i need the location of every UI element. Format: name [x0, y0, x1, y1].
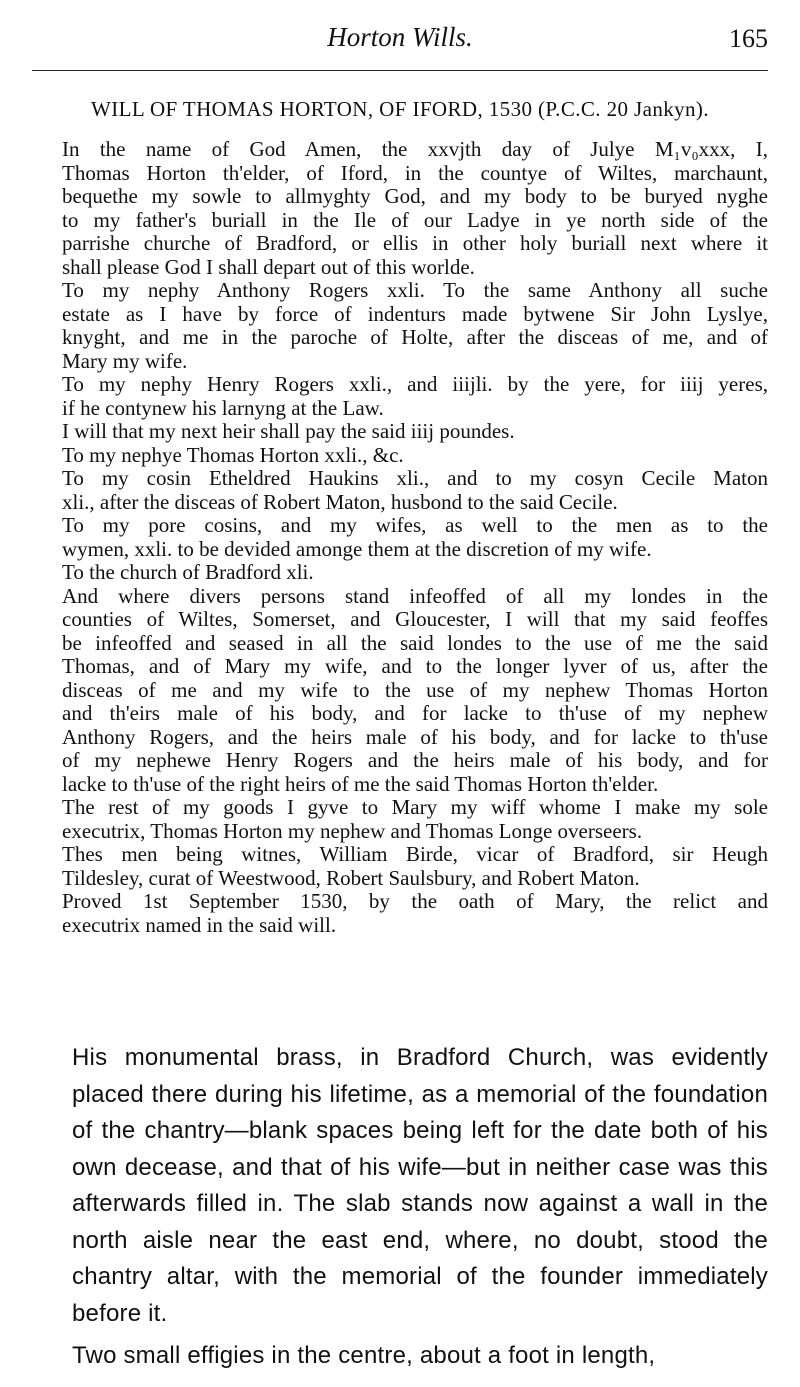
text-line: Tildesley, curat of Weestwood, Robert Saulsbury, and Robert Maton.	[62, 865, 640, 890]
text-line: To my pore cosins, and my wifes, as well to the men as to the	[62, 513, 768, 537]
text-line: of my nephewe Henry Rogers and the heirs male of his body, and for	[62, 748, 768, 772]
text-line: To my nephy Anthony Rogers xxli. To the same Anthony all suche	[62, 278, 768, 302]
will-paragraph	[18, 279, 768, 373]
text-line: placed there during his lifetime, as a memorial of the foundation	[72, 1080, 768, 1108]
text-line: Mary my wife.	[62, 348, 188, 373]
will-paragraph	[18, 843, 768, 890]
text-line: before it.	[72, 1299, 168, 1327]
text-line: Two small effigies in the centre, about a foot in length,	[72, 1342, 656, 1369]
text-line: xli., after the disceas of Robert Maton, husbond to the said Cecile.	[62, 489, 618, 514]
text-line: Proved 1st September 1530, by the oath of Mary, the relict and	[62, 889, 768, 913]
will-paragraph	[18, 467, 768, 514]
text-line: I will that my next heir shall pay the said iiij poundes.	[62, 419, 515, 443]
page-number: 165	[729, 24, 768, 53]
text-line: shall please God I shall depart out of this worlde.	[62, 254, 475, 279]
text-line: To my nephye Thomas Horton xxli., &c.	[62, 442, 404, 467]
text-line: to my father's buriall in the Ile of our Ladye in ye north side of the	[62, 207, 768, 232]
text-line: And where divers persons stand infeoffed of all my londes in the	[62, 583, 768, 608]
will-text	[18, 138, 768, 937]
text-line: To my nephy Henry Rogers xxli., and iiijli. by the yere, for iiij yeres,	[62, 372, 768, 396]
will-paragraph	[18, 585, 768, 797]
will-paragraph	[18, 796, 768, 843]
will-paragraph	[18, 514, 768, 561]
text-line: and th'eirs male of his body, and for lacke to th'use of my nephew	[62, 701, 768, 725]
text-line: Anthony Rogers, and the heirs male of his body, and for lacke to th'use	[62, 724, 768, 749]
will-paragraph	[18, 444, 768, 468]
text-line: In the name of God Amen, the xxvjth day of Julye M₁v₀xxx, I,	[62, 137, 768, 161]
text-line: executrix named in the said will.	[62, 912, 337, 937]
text-line: parrishe churche of Bradford, or ellis in other holy buriall next where it	[62, 231, 768, 255]
text-line: Thomas Horton th'elder, of Iford, in the countye of Wiltes, marchaunt,	[62, 160, 768, 185]
text-line: own decease, and that of his wife—but in neither case was this	[72, 1153, 768, 1181]
text-line: executrix, Thomas Horton my nephew and Thomas Longe overseers.	[62, 818, 643, 843]
text-line: chantry altar, with the memorial of the founder immediately	[72, 1263, 768, 1290]
page-header	[32, 18, 768, 62]
text-line: His monumental brass, in Bradford Church, was evidently	[72, 1044, 768, 1071]
running-title: Horton Wills.	[327, 22, 473, 52]
will-heading: WILL OF THOMAS HORTON, OF IFORD, 1530 (P.C.C. 20 Jankyn).	[91, 97, 709, 121]
text-line: Thes men being witnes, William Birde, vicar of Bradford, sir Heugh	[62, 842, 768, 866]
will-paragraph	[18, 561, 768, 585]
will-paragraph	[18, 420, 768, 444]
text-line: bequethe my sowle to allmyghty God, and my body to be buryed nyghe	[62, 184, 768, 208]
commentary-paragraph	[18, 1338, 768, 1375]
will-paragraph	[18, 138, 768, 279]
commentary-paragraph	[18, 1040, 768, 1332]
will-paragraph	[18, 890, 768, 937]
text-line: wymen, xxli. to be devided amonge them at the discretion of my wife.	[62, 536, 652, 561]
text-line: be infeoffed and seased in all the said londes to the use of me the said	[62, 630, 768, 655]
text-line: Thomas, and of Mary my wife, and to the longer lyver of us, after the	[62, 654, 768, 678]
text-line: estate as I have by force of indenturs made bytwene Sir John Lyslye,	[62, 301, 768, 326]
text-line: The rest of my goods I gyve to Mary my wiff whome I make my sole	[62, 795, 768, 819]
text-line: lacke to th'use of the right heirs of me the said Thomas Horton th'elder.	[62, 771, 659, 796]
will-paragraph	[18, 373, 768, 420]
text-line: afterwards filled in. The slab stands now against a wall in the	[72, 1190, 768, 1217]
commentary-text	[18, 1040, 768, 1375]
text-line: counties of Wiltes, Somerset, and Gloucester, I will that my said feoffes	[62, 607, 768, 631]
text-line: if he contynew his larnyng at the Law.	[62, 395, 384, 420]
text-line: knyght, and me in the paroche of Holte, after the disceas of me, and of	[62, 325, 768, 349]
text-line: To my cosin Etheldred Haukins xli., and to my cosyn Cecile Maton	[62, 466, 768, 490]
text-line: To the church of Bradford xli.	[62, 560, 314, 584]
text-line: north aisle near the east end, where, no doubt, stood the	[72, 1226, 768, 1254]
text-line: of the chantry—blank spaces being left for the date both of his	[72, 1117, 768, 1144]
header-rule	[32, 70, 768, 71]
text-line: disceas of me and my wife to the use of my nephew Thomas Horton	[62, 677, 768, 702]
